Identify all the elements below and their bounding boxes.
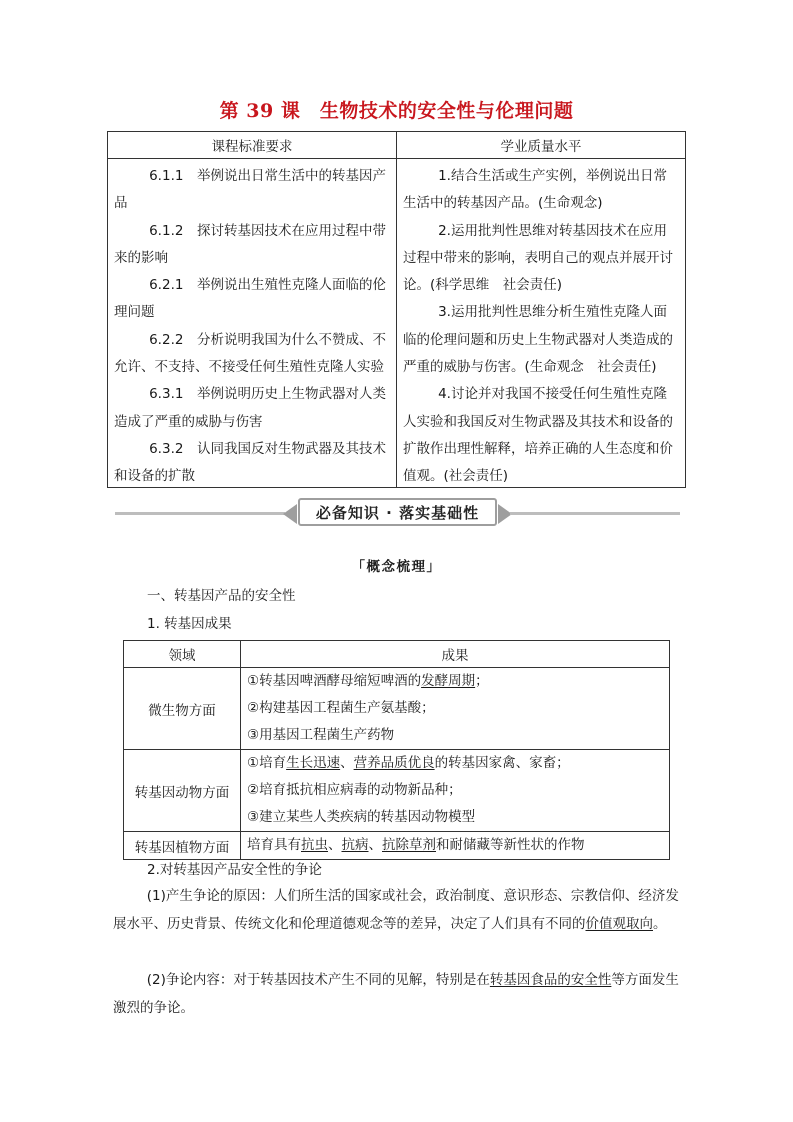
standard-item: 6.1.1 举例说出日常生活中的转基因产品 [114,168,386,212]
quality-item: 1.结合生活或生产实例，举例说出日常生活中的转基因产品。(生命观念) [403,168,667,212]
header-quality-level: 学业质量水平 [500,139,582,155]
underlined-answer: 抗病 [341,837,369,853]
underlined-answer: 营养品质优良 [353,755,435,771]
underlined-answer: 转基因食品的安全性 [489,972,612,988]
result-line [247,832,663,859]
text: 的转基因家禽、家畜； [434,755,570,771]
text: ①培育 [247,755,287,771]
section-heading: 一、转基因产品的安全性 [147,588,296,604]
quality-column [397,159,685,487]
result-cell [241,668,669,749]
text: 培育具有 [247,837,301,853]
header-curriculum-standards: 课程标准要求 [108,132,397,158]
domain-cell: 微生物方面 [124,668,241,749]
domain-cell: 转基因动物方面 [124,750,241,831]
text: 和耐储藏等新性状的作物 [436,837,585,853]
achievements-header-row [124,641,669,668]
text: ； [475,673,489,689]
banner-wedge-left-icon [283,504,297,524]
achievements-table [123,640,670,860]
table-row [124,750,669,832]
paragraph [113,967,687,1022]
page-title: 第 39 课 生物技术的安全性与伦理问题 [219,100,574,122]
section-banner [115,498,680,528]
text: 等方面发生激烈的争论。 [113,972,679,1016]
underlined-answer: 发酵周期 [421,673,476,689]
subsection-heading: 1. 转基因成果 [147,616,232,632]
standards-table-body [108,159,685,487]
result-line [247,668,663,695]
header-domain: 领域 [124,641,241,667]
table-row [124,832,669,859]
text: ①转基因啤酒酵母缩短啤酒的 [247,673,422,689]
underlined-answer: 生长迅速 [286,755,341,771]
quality-item: 3.运用批判性思维分析生殖性克隆人面临的伦理问题和历史上生物武器对人类造成的严重的威胁与伤害。(生命观念 社会责任) [403,304,673,376]
standard-item: 6.2.1 举例说出生殖性克隆人面临的伦理问题 [114,277,386,321]
standards-table-header [108,132,685,159]
underlined-answer: 价值观取向 [585,915,653,932]
result-cell [241,750,669,831]
text: (1)产生争论的原因：人们所生活的国家或社会，政治制度、意识形态、宗教信仰、经济发展水平、历史背景、传统文化和伦理道德观念等的差异，决定了人们具有不同的 [113,888,679,932]
concept-heading: 「概念梳理」 [351,559,442,575]
result-line: ③建立某些人类疾病的转基因动物模型 [247,809,476,825]
standards-column [108,159,397,487]
banner-rule-left [115,512,285,515]
text: 、 [328,837,342,853]
text: (2)争论内容：对于转基因技术产生不同的见解，特别是在 [146,972,490,988]
text: 。 [653,915,667,932]
text: 、 [340,755,354,771]
text: 、 [368,837,382,853]
result-line: ③用基因工程菌生产药物 [247,727,395,743]
standard-item: 6.3.1 举例说明历史上生物武器对人类造成了严重的威胁与伤害 [114,386,386,430]
paragraph [113,883,687,938]
banner-rule-right [510,512,680,515]
underlined-answer: 抗虫 [301,837,328,853]
standard-item: 6.3.2 认同我国反对生物武器及其技术和设备的扩散 [114,440,386,485]
table-row [124,668,669,750]
subsection-heading: 2.对转基因产品安全性的争论 [147,862,322,878]
result-line: ②培育抵抗相应病毒的动物新品种； [247,782,462,798]
result-cell [241,832,669,859]
header-result: 成果 [441,648,469,664]
standard-item: 6.1.2 探讨转基因技术在应用过程中带来的影响 [114,222,386,266]
domain-cell: 转基因植物方面 [124,832,241,859]
standard-item: 6.2.2 分析说明我国为什么不赞成、不允许、不支持、不接受任何生殖性克隆人实验 [114,331,386,376]
quality-item: 2.运用批判性思维对转基因技术在应用过程中带来的影响，表明自己的观点并展开讨论。(科学思维 社会责任) [403,222,673,294]
result-line: ②构建基因工程菌生产氨基酸； [247,700,435,716]
quality-item: 4.讨论并对我国不接受任何生殖性克隆人实验和我国反对生物武器及其技术和设备的扩散作出理性解释，培养正确的人生态度和价值观。(社会责任) [403,386,673,485]
result-line [247,750,663,777]
standards-table [107,131,686,488]
underlined-answer: 抗除草剂 [382,837,436,853]
banner-label: 必备知识 · 落实基础性 [298,498,497,526]
